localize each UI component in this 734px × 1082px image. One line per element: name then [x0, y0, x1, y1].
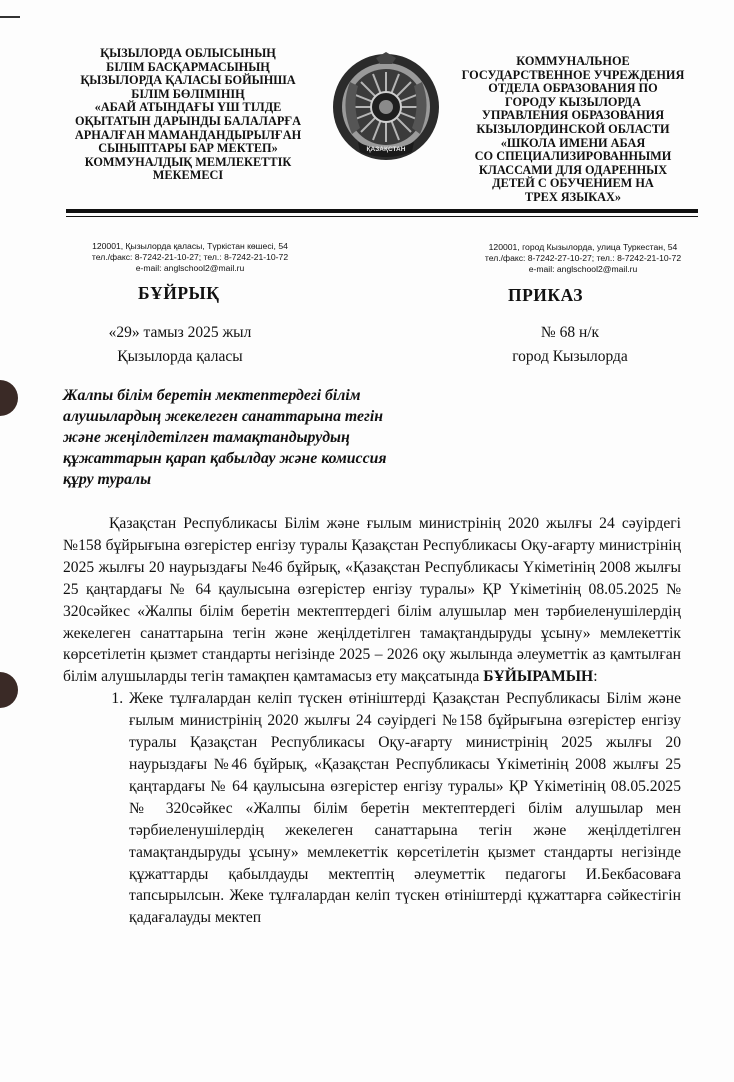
address-line: 120001, город Кызылорда, улица Туркестан, 54: [488, 242, 678, 252]
order-body: [63, 513, 681, 929]
phone-line: тел./факс: 8-7242-21-10-27; тел.: 8-7242-21-10-72: [91, 252, 289, 262]
letterhead-ru-line: ТРЕХ ЯЗЫКАХ»: [524, 189, 622, 204]
letterhead-divider-thin: [66, 216, 698, 217]
order-number-block: [480, 321, 660, 369]
order-city-kazakh: Қызылорда қаласы: [117, 348, 243, 365]
address-kazakh: [52, 241, 328, 274]
letterhead-ru-line: КОММУНАЛЬНОЕ: [516, 54, 630, 68]
preamble-text: Қазақстан Республикасы Білім және ғылым министрінің 2020 жылғы 24 сәуірдегі №158 бұйрығына өзгерістер енгізу туралы Қазақстан Республикасы Оқу-ағарту министрінің 2025 жылғы 20 наурыздағы №46 бұйрық, «Қазақстан Республикасы Үкіметінің 2008 жылғы 25 қаңтардағы № 64 қаулысына өзгерістер енгізу туралы» ҚР Үкіметінің 08.05.2025 № 320сәйкес «Жалпы білім беретін мектептердегі білім алушылар мен тәрбиеленушілердің жекелеген санаттарына тегін және жеңілдетілген тамақтандыруды ұсыну» мемлекеттік көрсетілетін қызмет стандарты негізінде 2025 – 2026 оқу жылында әлеуметтік аз қамтылған білім алушыларды тегін тамақпен қамтамасыз ету мақсатында: [63, 515, 681, 686]
order-items-list: [63, 688, 681, 929]
email-line: e-mail: anglschool2@mail.ru: [528, 264, 638, 274]
letterhead-kk-line: ҚЫЗЫЛОРДА ҚАЛАСЫ БОЙЫНША: [80, 73, 296, 88]
order-city-russian: город Кызылорда: [512, 348, 628, 365]
letterhead-kk-line: «АБАЙ АТЫНДАҒЫ ҮШ ТІЛДЕ: [94, 100, 282, 115]
svg-text:ҚАЗАҚСТАН: ҚАЗАҚСТАН: [366, 146, 406, 153]
letterhead-kk-line: МЕКЕМЕСІ: [152, 168, 224, 183]
letterhead-kazakh: [62, 47, 314, 183]
email-line: e-mail: anglschool2@mail.ru: [135, 263, 245, 273]
order-item-1: 1. Жеке тұлғалардан келіп түскен өтініштерді Қазақстан Республикасы Білім және ғылым министрінің 2020 жылғы 24 сәуірдегі №158 бұйрығына өзгерістер енгізу туралы Қазақстан Республикасы Оқу-ағарту министрінің 2025 жылғы 20 наурыздағы №46 бұйрық, «Қазақстан Республикасы Үкіметінің 2008 жылғы 25 қаңтардағы № 64 қаулысына өзгерістер енгізу туралы» ҚР Үкіметінің 08.05.2025 № 320сәйкес «Жалпы білім беретін мектептердегі білім алушылар мен тәрбиеленушілердің жекелеген санаттарына тегін және жеңілдетілген тамақтандыруды ұсыну» мемлекеттік көрсетілетін қызмет стандарты негізінде құжаттарды қабылдауды мектептің әлеуметтік педагогы И.Бекбасоваға тапсырылсын. Жеке тұлғалардан келіп түскен өтініштерді құжаттарға сәйкестігін қадағалауды мектеп: [127, 688, 681, 929]
letterhead-kk-line: БІЛІМ БӨЛІМІНІҢ: [131, 86, 245, 101]
preamble-paragraph: [63, 513, 681, 688]
letterhead-ru-line: ГОРОДУ КЫЗЫЛОРДА: [504, 94, 641, 109]
letterhead-kk-line: СЫНЫПТАРЫ БАР МЕКТЕП»: [98, 141, 278, 156]
order-date: «29» тамыз 2025 жыл: [108, 324, 252, 341]
letterhead-ru-line: КЛАССАМИ ДЛЯ ОДАРЕННЫХ: [478, 162, 668, 177]
order-title-russian: ПРИКАЗ: [508, 285, 584, 305]
letterhead-ru-line: УПРАВЛЕНИЯ ОБРАЗОВАНИЯ: [481, 108, 665, 123]
letterhead-kk-line: БІЛІМ БАСҚАРМАСЫНЫҢ: [106, 59, 270, 74]
address-line: 120001, Қызылорда қаласы, Түркістан көшесі, 54: [92, 241, 288, 251]
decree-colon: :: [593, 668, 598, 686]
order-date-block: [70, 321, 290, 369]
order-title-kazakh: БҰЙРЫҚ: [138, 283, 220, 303]
letterhead-russian: [447, 55, 699, 205]
letterhead-ru-line: ОТДЕЛА ОБРАЗОВАНИЯ ПО: [488, 81, 658, 96]
letterhead-ru-line: КЫЗЫЛОРДИНСКОЙ ОБЛАСТИ: [476, 121, 670, 136]
letterhead-ru-line: «ШКОЛА ИМЕНИ АБАЯ: [500, 135, 646, 150]
letterhead-ru-line: ГОСУДАРСТВЕННОЕ УЧРЕЖДЕНИЯ: [461, 67, 685, 82]
order-subject: Жалпы білім беретін мектептердегі білім алушылардың жекелеген санаттарына тегін және жеңілдетілген тамақтандырудың құжаттарын қарап қабылдау және комиссия құру туралы: [63, 387, 387, 488]
letterhead-kk-line: КОММУНАЛДЫҚ МЕМЛЕКЕТТІК: [84, 154, 292, 169]
decree-word: БҰЙЫРАМЫН: [483, 668, 594, 686]
letterhead-kk-line: ОҚЫТАТЫН ДАРЫНДЫ БАЛАЛАРҒА: [74, 113, 302, 128]
phone-line: тел./факс: 8-7242-27-10-27; тел.: 8-7242-21-10-72: [484, 253, 682, 263]
punch-hole-top: [0, 380, 18, 416]
state-emblem-icon: [330, 52, 442, 162]
edge-mark: [0, 16, 20, 18]
order-number: № 68 н/к: [540, 324, 600, 341]
letterhead-ru-line: СО СПЕЦИАЛИЗИРОВАННЫМИ: [474, 149, 672, 164]
letterhead-divider-thick: [66, 209, 698, 213]
punch-hole-bottom: [0, 672, 18, 708]
letterhead-kk-line: АРНАЛҒАН МАМАНДАНДЫРЫЛҒАН: [74, 127, 302, 142]
letterhead-ru-line: ДЕТЕЙ С ОБУЧЕНИЕМ НА: [492, 176, 654, 191]
address-russian: [448, 242, 718, 275]
letterhead-kk-line: ҚЫЗЫЛОРДА ОБЛЫСЫНЫҢ: [100, 46, 276, 60]
